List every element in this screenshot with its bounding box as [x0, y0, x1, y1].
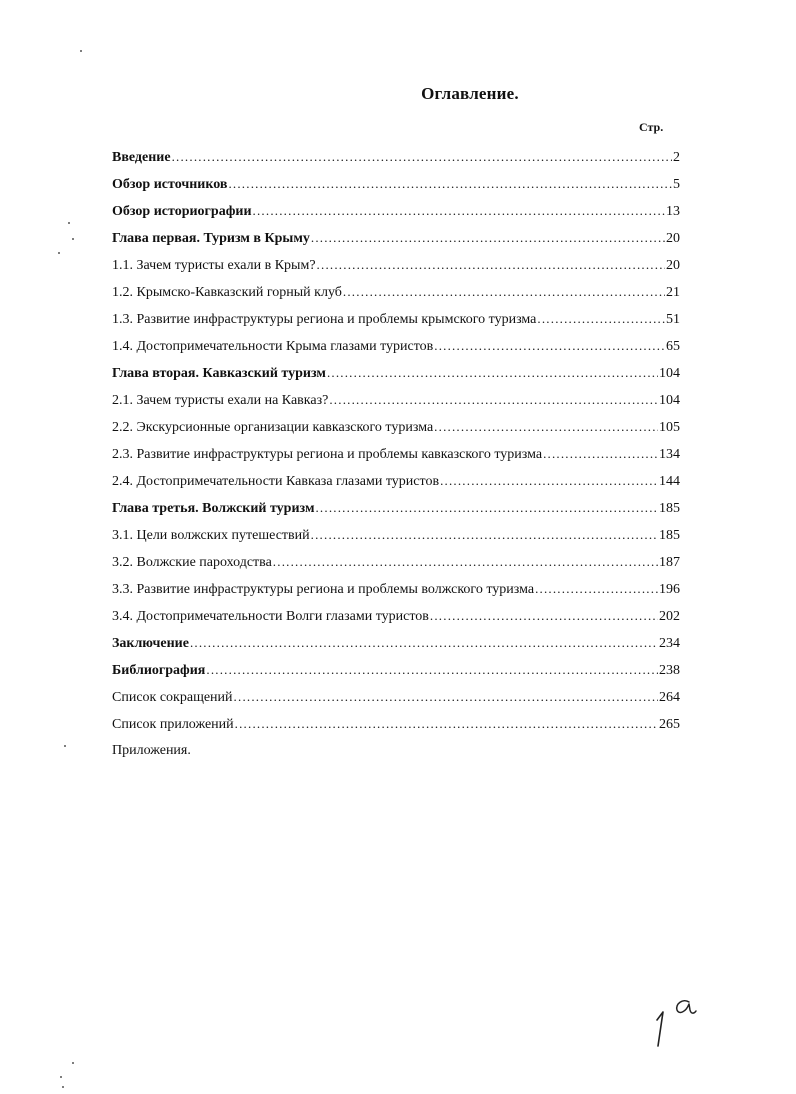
- toc-entry: [112, 683, 680, 710]
- toc-leader-dots: [543, 440, 658, 467]
- toc-entry-page: 104: [659, 393, 680, 408]
- scan-speck: [58, 252, 60, 254]
- toc-entry-title: 3.1. Цели волжских путешествий: [112, 528, 310, 543]
- scan-speck: [72, 1062, 74, 1064]
- scan-speck: [62, 1086, 64, 1088]
- toc-entry: [112, 332, 680, 359]
- toc-leader-dots: [235, 710, 658, 737]
- toc-leader-dots: [537, 305, 665, 332]
- toc-entry-page: 20: [666, 231, 680, 246]
- scan-speck: [72, 238, 74, 240]
- toc-entry-page: 185: [659, 528, 680, 543]
- toc-entry: [112, 575, 680, 602]
- toc-entry: [112, 251, 680, 278]
- toc-entry-page: 13: [666, 204, 680, 219]
- toc-entry-page: 234: [659, 636, 680, 651]
- toc-entry: [112, 710, 680, 737]
- toc-entry-title: Глава третья. Волжский туризм: [112, 501, 315, 516]
- toc-entry: [112, 278, 680, 305]
- toc-leader-dots: [434, 413, 658, 440]
- toc-entry-title: Обзор историографии: [112, 204, 252, 219]
- scan-speck: [80, 50, 82, 52]
- toc-entry-title: Список приложений: [112, 717, 234, 732]
- handwritten-page-note: [639, 990, 709, 1050]
- toc-entry: [112, 224, 680, 251]
- toc-entry-page: 65: [666, 339, 680, 354]
- toc-leader-dots: [440, 467, 658, 494]
- toc-entry-page: 264: [659, 690, 680, 705]
- toc-entry-page: 185: [659, 501, 680, 516]
- toc-leader-dots: [311, 224, 665, 251]
- toc-leader-dots: [329, 386, 658, 413]
- appendices-line: Приложения.: [112, 743, 191, 758]
- page-title: Оглавление.: [421, 84, 519, 103]
- toc-entry-page: 202: [659, 609, 680, 624]
- toc-entry-page: 51: [666, 312, 680, 327]
- toc-leader-dots: [311, 521, 658, 548]
- toc-entry: [112, 629, 680, 656]
- toc-entry-title: Обзор источников: [112, 177, 228, 192]
- toc-entry: [112, 197, 680, 224]
- toc-leader-dots: [206, 656, 658, 683]
- table-of-contents: [112, 143, 680, 764]
- toc-entry-title: Глава первая. Туризм в Крыму: [112, 231, 310, 246]
- toc-entry-title: Введение: [112, 150, 171, 165]
- toc-entry: [112, 413, 680, 440]
- toc-entry-page: 21: [666, 285, 680, 300]
- toc-entry: [112, 602, 680, 629]
- toc-entry-title: 2.2. Экскурсионные организации кавказского туризма: [112, 420, 434, 435]
- scan-speck: [60, 1076, 62, 1078]
- toc-entry: [112, 440, 680, 467]
- toc-entry-title: 3.2. Волжские пароходства: [112, 555, 272, 570]
- toc-entry: [112, 548, 680, 575]
- toc-entry-title: Список сокращений: [112, 690, 233, 705]
- toc-leader-dots: [228, 170, 672, 197]
- toc-entry-title: 2.3. Развитие инфраструктуры региона и проблемы кавказского туризма: [112, 447, 543, 462]
- toc-entry: [112, 467, 680, 494]
- toc-entry-title: 1.3. Развитие инфраструктуры региона и проблемы крымского туризма: [112, 312, 537, 327]
- toc-leader-dots: [190, 629, 658, 656]
- toc-leader-dots: [317, 251, 665, 278]
- toc-entry-page: 5: [673, 177, 680, 192]
- toc-entry-page: 196: [659, 582, 680, 597]
- toc-leader-dots: [172, 143, 672, 170]
- toc-entry-title: 3.3. Развитие инфраструктуры региона и проблемы волжского туризма: [112, 582, 535, 597]
- toc-entry: [112, 305, 680, 332]
- toc-entry-title: Библиография: [112, 663, 206, 678]
- toc-leader-dots: [234, 683, 658, 710]
- toc-leader-dots: [327, 359, 658, 386]
- toc-leader-dots: [253, 197, 665, 224]
- toc-leader-dots: [273, 548, 658, 575]
- toc-entry-title: 1.4. Достопримечательности Крыма глазами туристов: [112, 339, 434, 354]
- toc-entry-title: 1.2. Крымско-Кавказский горный клуб: [112, 285, 342, 300]
- toc-entry-page: 2: [673, 150, 680, 165]
- toc-entry-title: Заключение: [112, 636, 189, 651]
- toc-entry: [112, 143, 680, 170]
- toc-leader-dots: [343, 278, 665, 305]
- toc-entry-page: 144: [659, 474, 680, 489]
- page-column-label: Стр.: [639, 120, 664, 134]
- toc-leader-dots: [430, 602, 658, 629]
- toc-entry-page: 238: [659, 663, 680, 678]
- toc-entry: [112, 656, 680, 683]
- toc-entry-title: 1.1. Зачем туристы ехали в Крым?: [112, 258, 316, 273]
- toc-entry-page: 20: [666, 258, 680, 273]
- toc-entry-title: 2.1. Зачем туристы ехали на Кавказ?: [112, 393, 329, 408]
- toc-entry-title: 2.4. Достопримечательности Кавказа глазами туристов: [112, 474, 440, 489]
- toc-entry: [112, 494, 680, 521]
- toc-entries: [112, 143, 680, 737]
- toc-entry-page: 187: [659, 555, 680, 570]
- toc-leader-dots: [434, 332, 665, 359]
- toc-entry-title: 3.4. Достопримечательности Волги глазами туристов: [112, 609, 429, 624]
- toc-entry-title: Глава вторая. Кавказский туризм: [112, 366, 326, 381]
- toc-entry: [112, 359, 680, 386]
- scan-speck: [64, 745, 66, 747]
- toc-entry-page: 134: [659, 447, 680, 462]
- toc-entry-page: 105: [659, 420, 680, 435]
- toc-entry: [112, 521, 680, 548]
- toc-entry: [112, 386, 680, 413]
- scan-speck: [68, 222, 70, 224]
- toc-entry-page: 265: [659, 717, 680, 732]
- toc-leader-dots: [315, 494, 658, 521]
- toc-leader-dots: [535, 575, 658, 602]
- toc-entry: [112, 170, 680, 197]
- toc-entry-page: 104: [659, 366, 680, 381]
